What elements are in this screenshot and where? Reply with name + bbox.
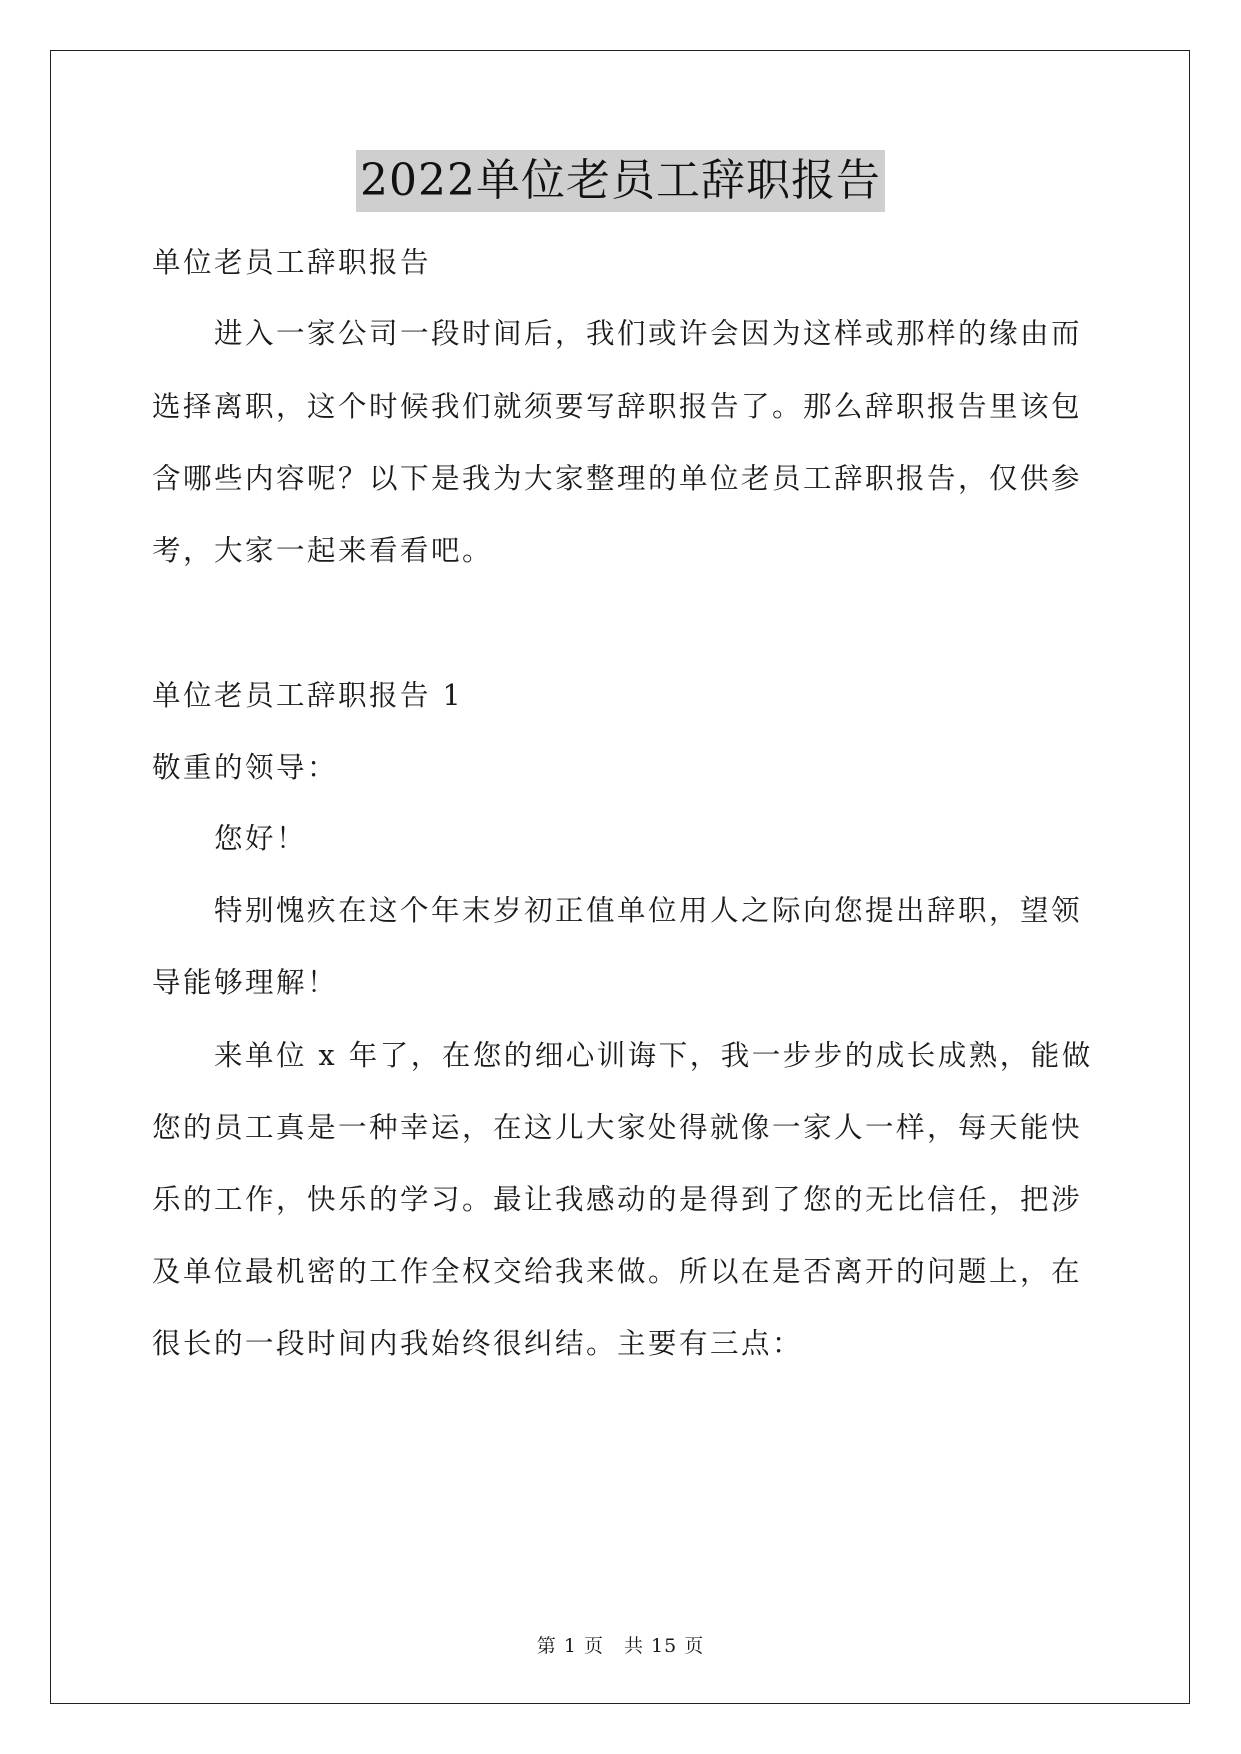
paragraph-line: 考，大家一起来看看吧。 bbox=[152, 534, 494, 567]
greeting: 您好！ bbox=[214, 822, 308, 855]
paragraph-line: 及单位最机密的工作全权交给我来做。所以在是否离开的问题上，在 bbox=[152, 1255, 1083, 1288]
paragraph-line: 导能够理解！ bbox=[152, 966, 339, 999]
page-footer bbox=[0, 1634, 1241, 1658]
paragraph-line: 选择离职，这个时候我们就须要写辞职报告了。那么辞职报告里该包 bbox=[152, 390, 1083, 423]
paragraph-line: 进入一家公司一段时间后，我们或许会因为这样或那样的缘由而 bbox=[214, 317, 1083, 350]
paragraph-line: 来单位 x 年了，在您的细心训诲下，我一步步的成长成熟，能做 bbox=[214, 1039, 1093, 1072]
paragraph-line: 很长的一段时间内我始终很纠结。主要有三点： bbox=[152, 1327, 804, 1360]
paragraph-line: 您的员工真是一种幸运，在这儿大家处得就像一家人一样，每天能快 bbox=[152, 1111, 1083, 1144]
document-title: 2022单位老员工辞职报告 bbox=[356, 150, 885, 212]
paragraph-line: 乐的工作，快乐的学习。最让我感动的是得到了您的无比信任，把涉 bbox=[152, 1183, 1083, 1216]
page-border bbox=[50, 50, 1190, 1704]
salutation: 敬重的领导： bbox=[152, 751, 339, 784]
page-number: 第 1 页 bbox=[536, 1635, 604, 1657]
title-container bbox=[0, 150, 1241, 212]
subtitle: 单位老员工辞职报告 bbox=[152, 246, 432, 279]
page-total: 共 15 页 bbox=[623, 1635, 705, 1657]
paragraph-line: 特别愧疚在这个年末岁初正值单位用人之际向您提出辞职，望领 bbox=[214, 894, 1083, 927]
paragraph-line: 含哪些内容呢？以下是我为大家整理的单位老员工辞职报告，仅供参 bbox=[152, 462, 1083, 495]
section-heading: 单位老员工辞职报告 1 bbox=[152, 679, 464, 712]
